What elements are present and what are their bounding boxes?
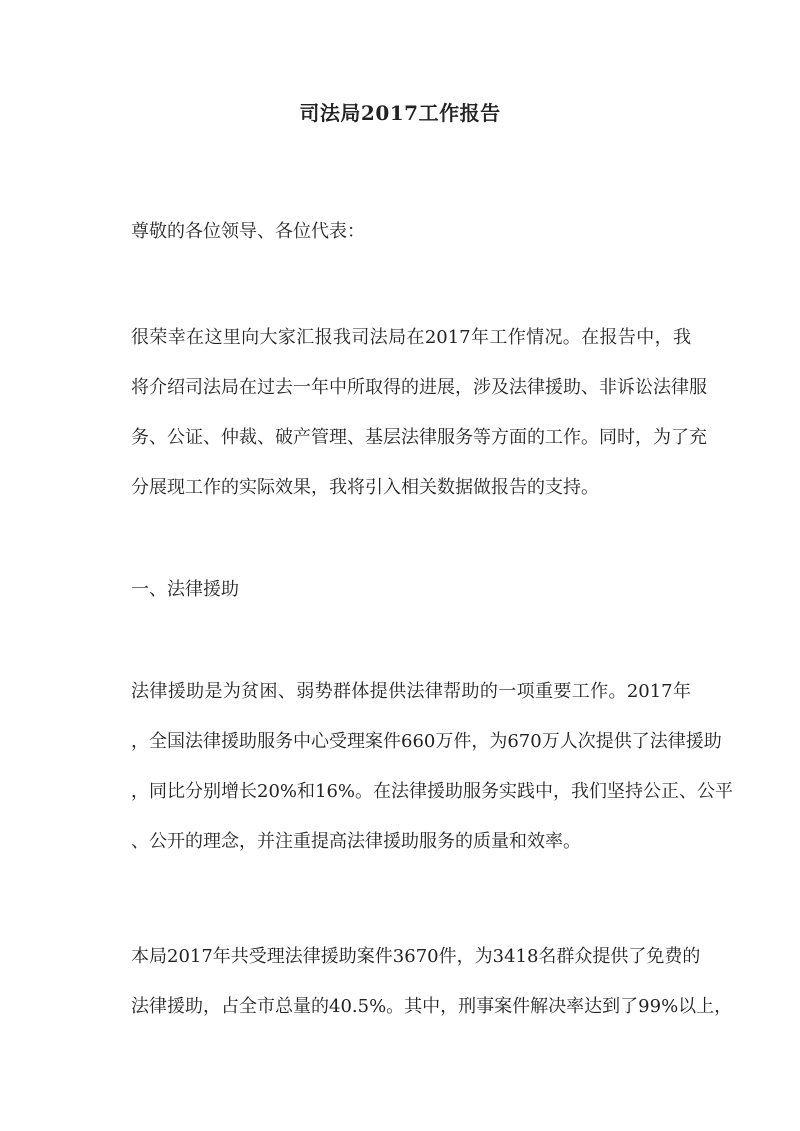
- paragraph-line: 分展现工作的实际效果，我将引入相关数据做报告的支持。: [131, 477, 599, 498]
- paragraph-line: 很荣幸在这里向大家汇报我司法局在2017年工作情况。在报告中，我: [131, 327, 691, 348]
- paragraph-line: ，同比分别增长20%和16%。在法律援助服务实践中，我们坚持公正、公平: [131, 781, 734, 802]
- document-title: 司法局2017工作报告: [299, 101, 501, 125]
- salutation: 尊敬的各位领导、各位代表：: [131, 221, 365, 242]
- paragraph-line: 法律援助是为贫困、弱势群体提供法律帮助的一项重要工作。2017年: [131, 681, 691, 702]
- paragraph-intro: [131, 313, 707, 513]
- paragraph-line: 法律援助，占全市总量的40.5%。其中，刑事案件解决率达到了99%以上，: [131, 996, 733, 1017]
- section-heading-legal-aid: 一、法律援助: [131, 579, 239, 600]
- paragraph-legal-aid-local: [131, 932, 733, 1032]
- paragraph-line: 将介绍司法局在过去一年中所取得的进展，涉及法律援助、非诉讼法律服: [131, 377, 707, 398]
- paragraph-line: ，全国法律援助服务中心受理案件660万件，为670万人次提供了法律援助: [131, 731, 722, 752]
- paragraph-line: 、公开的理念，并注重提高法律援助服务的质量和效率。: [131, 831, 581, 852]
- paragraph-legal-aid-national: [131, 667, 734, 867]
- paragraph-line: 本局2017年共受理法律援助案件3670件，为3418名群众提供了免费的: [131, 946, 701, 967]
- paragraph-line: 务、公证、仲裁、破产管理、基层法律服务等方面的工作。同时，为了充: [131, 427, 707, 448]
